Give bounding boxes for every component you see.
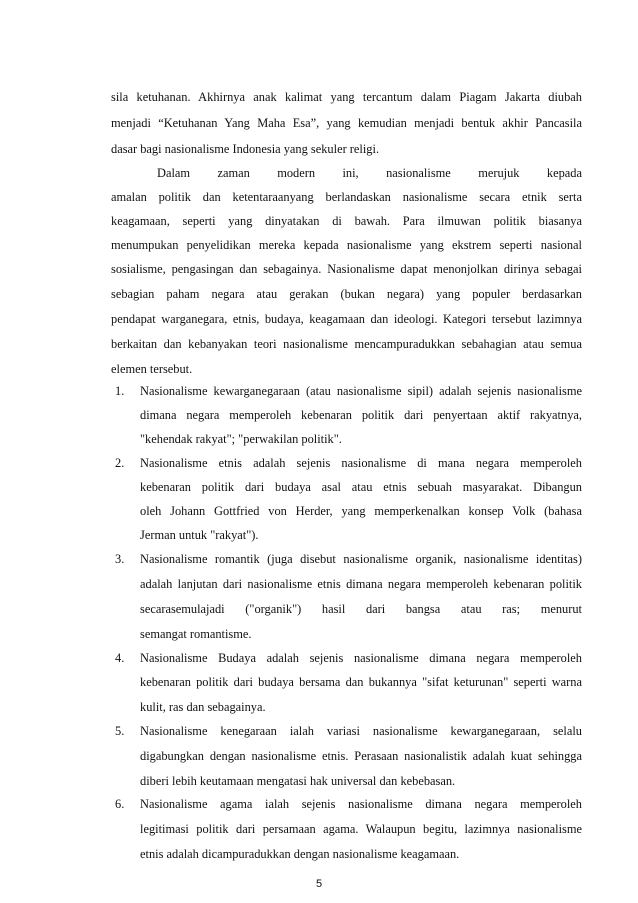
list-item-line: diberi lebih keutamaan mengatasi hak universal dan kebebasan.: [140, 774, 456, 788]
list-item-line: Nasionalisme romantik (juga disebut nasionalisme organik, nasionalisme identitas): [140, 552, 582, 566]
list-number: 4.: [115, 651, 125, 665]
list-item-line: kebenaran politik dari budaya bersama dan bukannya "sifat keturunan" seperti warna: [140, 675, 582, 689]
list-item-line: oleh Johann Gottfried von Herder, yang memperkenalkan konsep Volk (bahasa: [140, 504, 582, 518]
list-number: 1.: [115, 384, 125, 398]
list-item-line: Nasionalisme kenegaraan ialah variasi nasionalisme kewarganegaraan, selalu: [140, 724, 582, 738]
text-line: sosialisme, pengasingan dan sebagainya. Nasionalisme dapat menonjolkan dirinya sebagai: [111, 262, 582, 276]
list-item-line: Nasionalisme agama ialah sejenis nasionalisme dimana negara memperoleh: [140, 797, 582, 811]
list-item-line: Nasionalisme kewarganegaraan (atau nasionalisme sipil) adalah sejenis nasionalisme: [140, 384, 582, 398]
list-item-line: Nasionalisme Budaya adalah sejenis nasionalisme dimana negara memperoleh: [140, 651, 582, 665]
list-item-line: semangat romantisme.: [140, 627, 252, 641]
text-line: menumpukan penyelidikan mereka kepada nasionalisme yang ekstrem seperti nasional: [111, 238, 582, 252]
page-number: 5: [315, 878, 323, 890]
text-line: sebagian paham negara atau gerakan (bukan negara) yang populer berdasarkan: [111, 287, 582, 301]
text-line: amalan politik dan ketentaraanyang berlandaskan nasionalisme secara etnik serta: [111, 190, 582, 204]
list-item-line: kebenaran politik dari budaya asal atau etnis sebuah masyarakat. Dibangun: [140, 480, 582, 494]
text-line: pendapat warganegara, etnis, budaya, keagamaan dan ideologi. Kategori tersebut lazimnya: [111, 312, 582, 326]
text-line: sila ketuhanan. Akhirnya anak kalimat yang tercantum dalam Piagam Jakarta diubah: [111, 90, 582, 104]
list-item-line: Nasionalisme etnis adalah sejenis nasionalisme di mana negara memperoleh: [140, 456, 582, 470]
text-line: Dalam zaman modern ini, nasionalisme merujuk kepada: [157, 166, 582, 180]
list-item-line: secarasemulajadi ("organik") hasil dari bangsa atau ras; menurut: [140, 602, 582, 616]
list-item-line: legitimasi politik dari persamaan agama. Walaupun begitu, lazimnya nasionalisme: [140, 822, 582, 836]
list-item-line: kulit, ras dan sebagainya.: [140, 700, 266, 714]
list-item-line: digabungkan dengan nasionalisme etnis. Perasaan nasionalistik adalah kuat sehingga: [140, 749, 582, 763]
list-item-line: "kehendak rakyat"; "perwakilan politik".: [140, 432, 342, 446]
text-line: berkaitan dan kebanyakan teori nasionalisme mencampuradukkan sebahagian atau semua: [111, 337, 582, 351]
list-number: 6.: [115, 797, 125, 811]
list-number: 3.: [115, 552, 125, 566]
list-item-line: dimana negara memperoleh kebenaran politik dari penyertaan aktif rakyatnya,: [140, 408, 582, 422]
list-item-line: Jerman untuk "rakyat").: [140, 528, 259, 542]
text-line: menjadi “Ketuhanan Yang Maha Esa”, yang kemudian menjadi bentuk akhir Pancasila: [111, 116, 582, 130]
text-line: keagamaan, seperti yang dinyatakan di bawah. Para ilmuwan politik biasanya: [111, 214, 582, 228]
list-item-line: etnis adalah dicampuradukkan dengan nasionalisme keagamaan.: [140, 847, 460, 861]
text-line: dasar bagi nasionalisme Indonesia yang sekuler religi.: [111, 142, 380, 156]
text-line: elemen tersebut.: [111, 362, 193, 376]
list-number: 5.: [115, 724, 125, 738]
list-item-line: adalah lanjutan dari nasionalisme etnis dimana negara memperoleh kebenaran politik: [140, 577, 582, 591]
list-number: 2.: [115, 456, 125, 470]
